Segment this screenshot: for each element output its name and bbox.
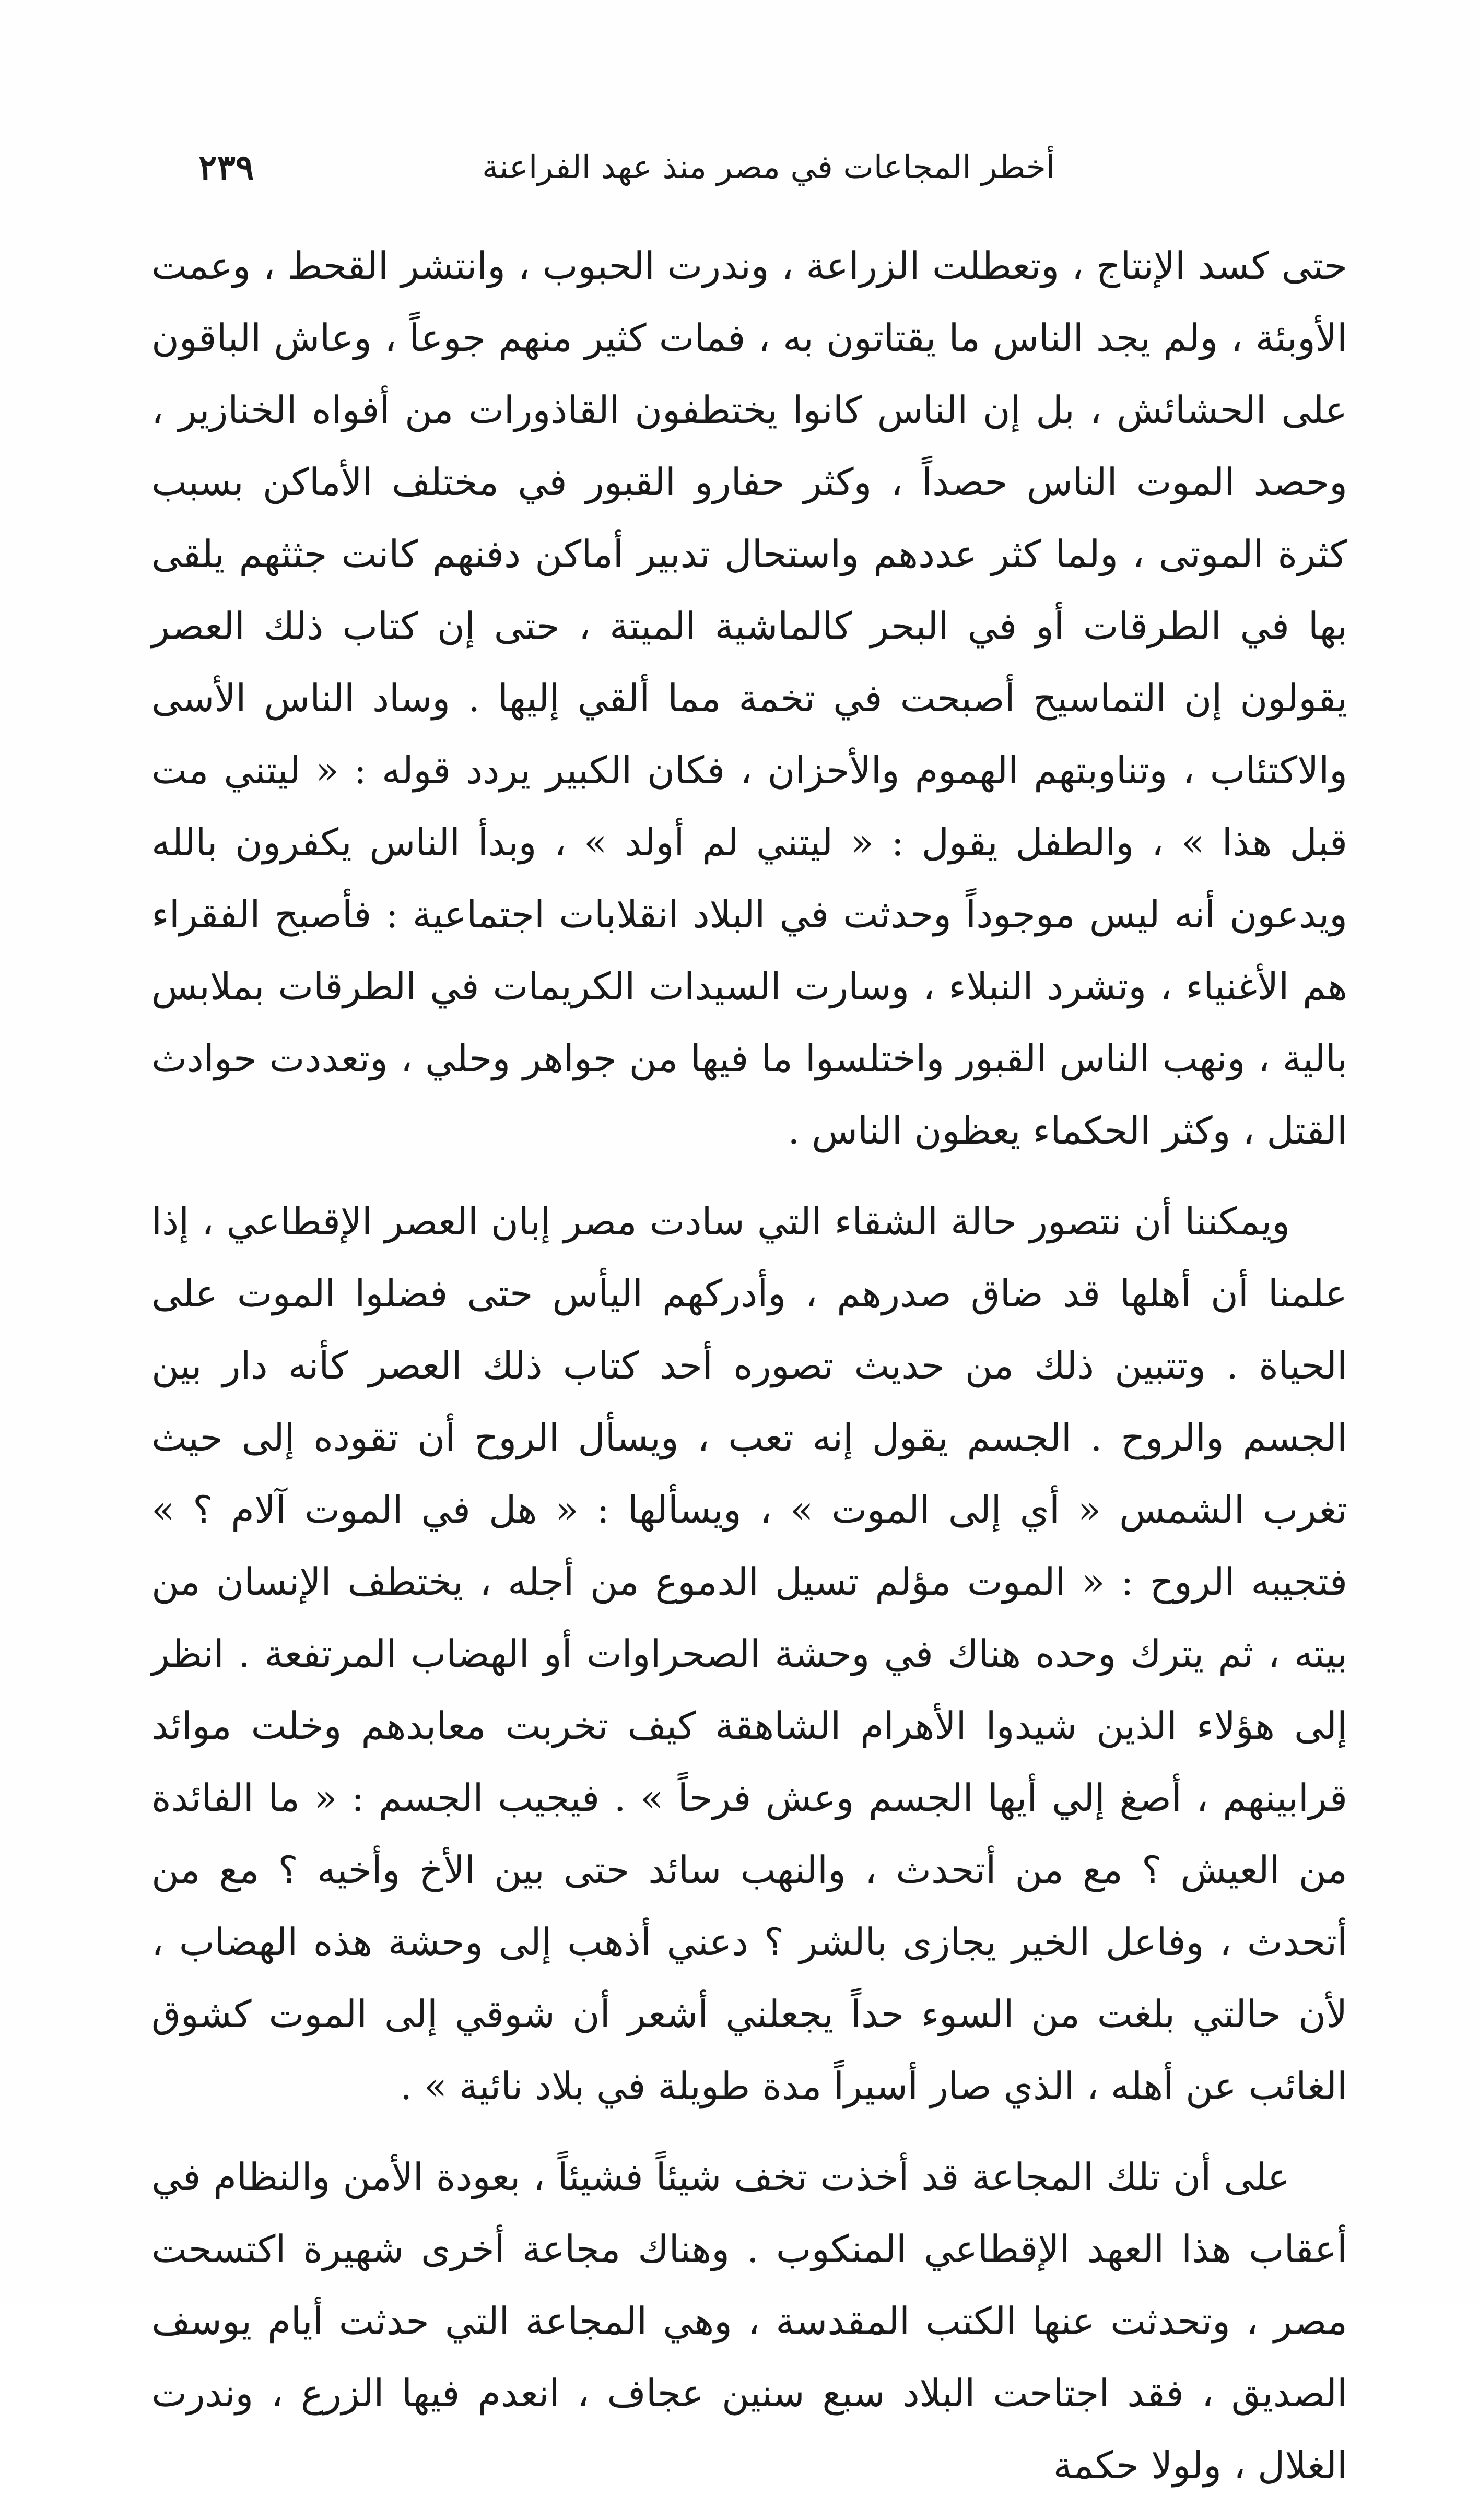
paragraph-2: ويمكننا أن نتصور حالة الشقاء التي سادت مصر إبان العصر الإقطاعي ، إذا علمنا أن أهلها قد ضاق صدرهم ، وأدركهم اليأس حتى فضلوا الموت على الحياة . وتتبين ذلك من حديث تصوره أحد كتاب ذلك العصر كأنه دار بين الجسم والروح . الجسم يقول إنه تعب ، ويسأل الروح أن تقوده إلى حيث تغرب الشمس « أي إلى الموت » ، ويسألها : « هل في الموت آلام ؟ » فتجيبه الروح : « الموت مؤلم تسيل الدموع من أجله ، يختطف الإنسان من بيته ، ثم يترك وحده هناك في وحشة الصحراوات أو الهضاب المرتفعة . انظر إلى هؤلاء الذين شيدوا الأهرام الشاهقة كيف تخربت معابدهم وخلت موائد قرابينهم ، أصغ إلي أيها الجسم وعش فرحاً » . فيجيب الجسم : « ما الفائدة من العيش ؟ مع من أتحدث ، والنهب سائد حتى بين الأخ وأخيه ؟ مع من أتحدث ، وفاعل الخير يجازى بالشر ؟ دعني أذهب إلى وحشة هذه الهضاب ، لأن حالتي بلغت من السوء حداً يجعلني أشعر أن شوقي إلى الموت كشوق الغائب عن أهله ، الذي صار أسيراً مدة طويلة في بلاد نائية » . (151, 1199, 1348, 2108)
paragraph-3: على أن تلك المجاعة قد أخذت تخف شيئاً فشيئاً ، بعودة الأمن والنظام في أعقاب هذا العهد الإقطاعي المنكوب . وهناك مجاعة أخرى شهيرة اكتسحت مصر ، وتحدثت عنها الكتب المقدسة ، وهي المجاعة التي حدثت أيام يوسف الصديق ، فقد اجتاحت البلاد سبع سنين عجاف ، انعدم فيها الزرع ، وندرت الغلال ، ولولا حكمة (151, 2155, 1347, 2487)
page-number: ٢٣٩ (198, 147, 254, 187)
page-header (198, 141, 1055, 198)
paragraph-1: حتى كسد الإنتاج ، وتعطلت الزراعة ، وندرت الحبوب ، وانتشر القحط ، وعمت الأوبئة ، ولم يجد الناس ما يقتاتون به ، فمات كثير منهم جوعاً ، وعاش الباقون على الحشائش ، بل إن الناس كانوا يختطفون القاذورات من أفواه الخنازير ، وحصد الموت الناس حصداً ، وكثر حفارو القبور في مختلف الأماكن بسبب كثرة الموتى ، ولما كثر عددهم واستحال تدبير أماكن دفنهم كانت جثثهم يلقى بها في الطرقات أو في البحر كالماشية الميتة ، حتى إن كتاب ذلك العصر يقولون إن التماسيح أصبحت في تخمة مما ألقي إليها . وساد الناس الأسى والاكتئاب ، وتناوبتهم الهموم والأحزان ، فكان الكبير يردد قوله : « ليتني مت قبل هذا » ، والطفل يقول : « ليتني لم أولد » ، وبدأ الناس يكفرون بالله ويدعون أنه ليس موجوداً وحدثت في البلاد انقلابات اجتماعية : فأصبح الفقراء هم الأغنياء ، وتشرد النبلاء ، وسارت السيدات الكريمات في الطرقات بملابس بالية ، ونهب الناس القبور واختلسوا ما فيها من جواهر وحلي ، وتعددت حوادث القتل ، وكثر الحكماء يعظون الناس . (151, 244, 1348, 1152)
body-text (151, 230, 1347, 2520)
running-title: أخطر المجاعات في مصر منذ عهد الفراعنة (482, 148, 1055, 186)
